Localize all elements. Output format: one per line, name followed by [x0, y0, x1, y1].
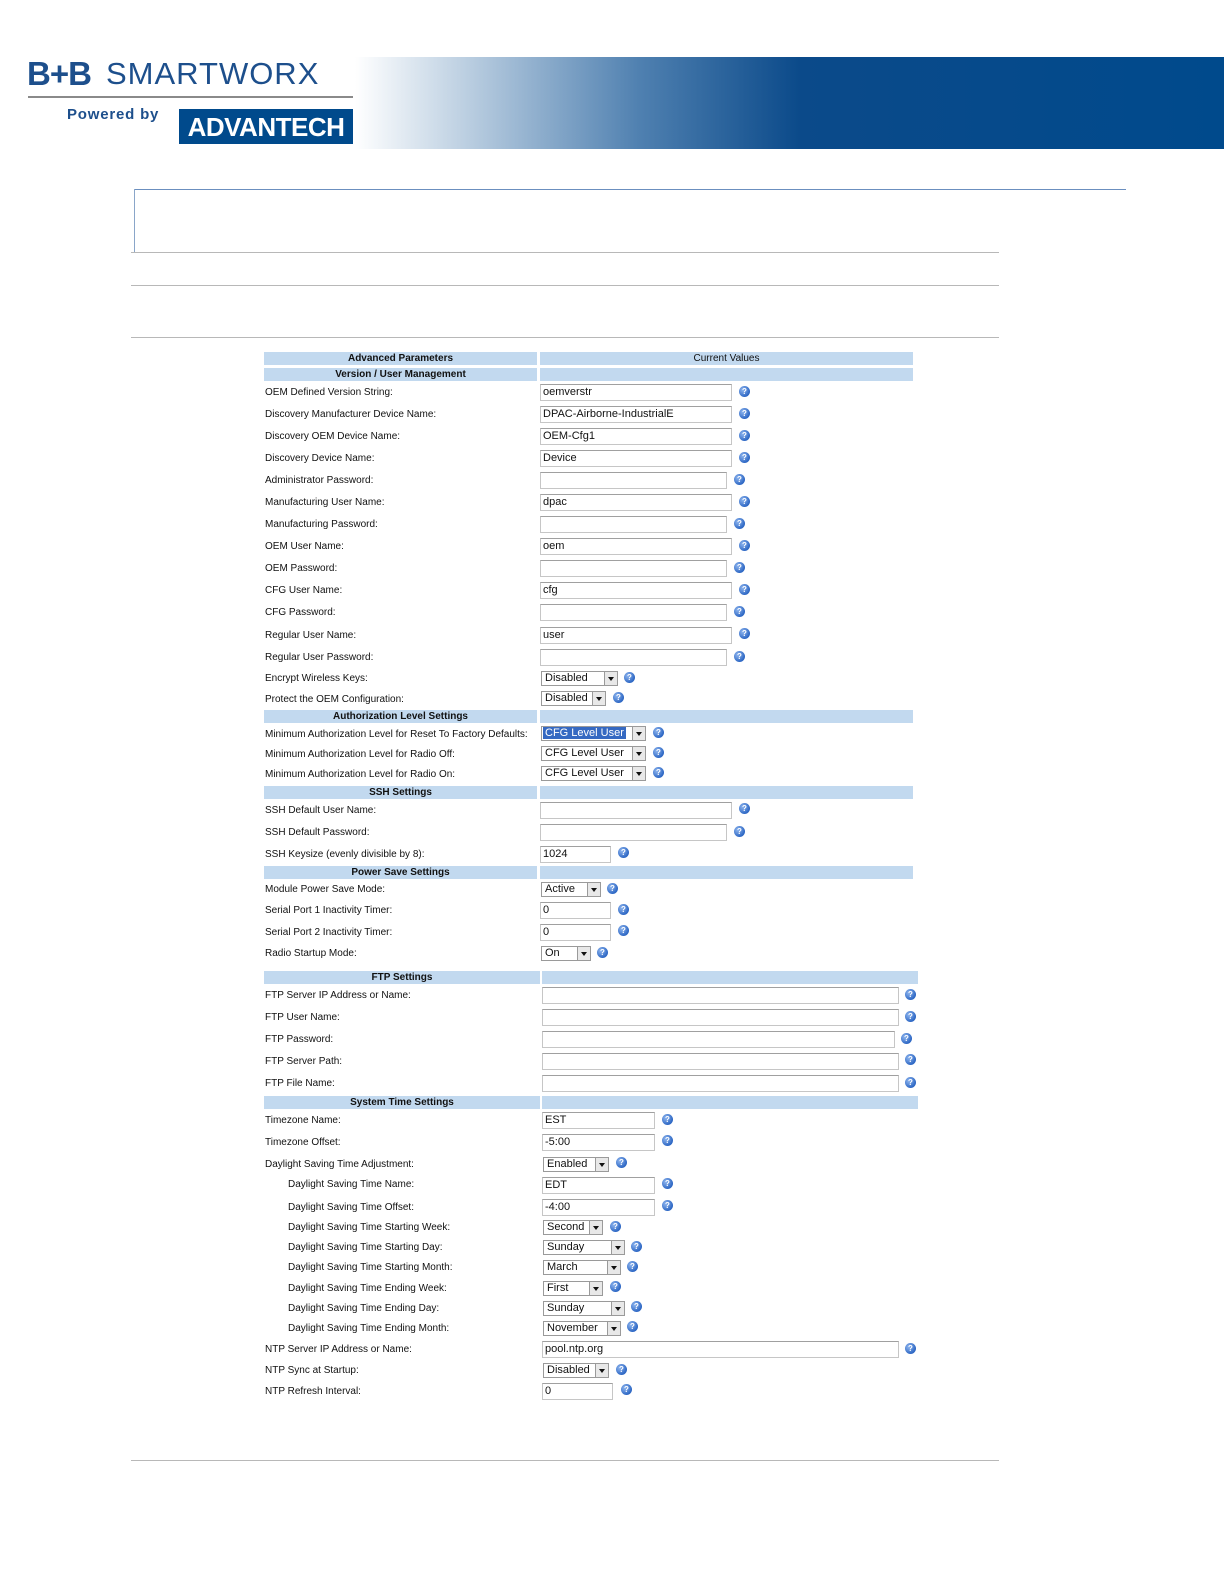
section-band-fill	[540, 710, 913, 723]
dst-start-week-select[interactable]	[543, 1220, 603, 1235]
help-icon[interactable]: ?	[739, 584, 750, 595]
radio-startup-select[interactable]	[541, 946, 591, 961]
help-icon[interactable]: ?	[905, 1054, 916, 1065]
dropdown-arrow-icon[interactable]	[577, 947, 590, 960]
help-icon[interactable]: ?	[618, 904, 629, 915]
help-icon[interactable]: ?	[739, 430, 750, 441]
label-power-mode: Module Power Save Mode:	[265, 884, 386, 895]
label-regular-user: Regular User Name:	[265, 630, 357, 641]
cfg-password-input[interactable]	[540, 604, 727, 621]
section-band-fill	[540, 786, 913, 799]
ftp-path-input[interactable]	[542, 1053, 899, 1070]
label-dst-start-month: Daylight Saving Time Starting Month:	[288, 1262, 453, 1273]
label-ftp-file: FTP File Name:	[265, 1078, 335, 1089]
select-value: Sunday	[547, 1302, 585, 1314]
select-value: Enabled	[547, 1158, 588, 1170]
label-dst-name: Daylight Saving Time Name:	[288, 1179, 415, 1190]
divider	[131, 285, 999, 286]
help-icon[interactable]: ?	[624, 672, 635, 683]
auth-radio-on-select[interactable]	[541, 766, 646, 781]
help-icon[interactable]: ?	[616, 1157, 627, 1168]
dst-start-month-select[interactable]	[543, 1260, 621, 1275]
dropdown-arrow-icon[interactable]	[595, 1364, 608, 1377]
help-icon[interactable]: ?	[662, 1135, 673, 1146]
label-serial1-timer: Serial Port 1 Inactivity Timer:	[265, 905, 393, 916]
select-value: Active	[545, 883, 575, 895]
help-icon[interactable]: ?	[662, 1200, 673, 1211]
label-cfg-user: CFG User Name:	[265, 585, 343, 596]
help-icon[interactable]: ?	[631, 1241, 642, 1252]
select-value: November	[547, 1322, 598, 1334]
select-value: Disabled	[545, 672, 588, 684]
select-value: March	[547, 1261, 578, 1273]
serial2-timer-input[interactable]: 0	[540, 924, 611, 941]
label-dst-adjustment: Daylight Saving Time Adjustment:	[265, 1159, 414, 1170]
ftp-password-input[interactable]	[542, 1031, 895, 1048]
label-mfg-user: Manufacturing User Name:	[265, 497, 385, 508]
cfg-user-input[interactable]: cfg	[540, 582, 732, 599]
powered-by-text: Powered by	[67, 106, 160, 123]
help-icon[interactable]: ?	[613, 692, 624, 703]
select-value: Second	[547, 1221, 585, 1233]
dst-adjustment-select[interactable]	[543, 1157, 609, 1172]
help-icon[interactable]: ?	[739, 540, 750, 551]
label-auth-reset: Minimum Authorization Level for Reset To Factory Defaults:	[265, 729, 528, 740]
dst-end-week-select[interactable]	[543, 1281, 603, 1296]
section-band-fill	[540, 368, 913, 381]
ftp-user-input[interactable]	[542, 1009, 899, 1026]
regular-password-input[interactable]	[540, 649, 727, 666]
label-timezone-name: Timezone Name:	[265, 1115, 341, 1126]
select-value: CFG Level User	[545, 727, 624, 739]
divider	[131, 252, 999, 253]
auth-reset-select[interactable]	[541, 726, 646, 741]
dropdown-arrow-icon[interactable]	[632, 767, 645, 780]
help-icon[interactable]: ?	[739, 386, 750, 397]
ssh-user-input[interactable]	[540, 802, 732, 819]
help-icon[interactable]: ?	[739, 628, 750, 639]
label-radio-startup: Radio Startup Mode:	[265, 948, 357, 959]
ftp-server-input[interactable]	[542, 987, 899, 1004]
discovery-oem-input[interactable]: OEM-Cfg1	[540, 428, 732, 445]
help-icon[interactable]: ?	[734, 518, 745, 529]
label-dst-start-day: Daylight Saving Time Starting Day:	[288, 1242, 443, 1253]
ftp-file-input[interactable]	[542, 1075, 899, 1092]
ssh-password-input[interactable]	[540, 824, 727, 841]
section-ftp: FTP Settings	[264, 971, 540, 984]
help-icon[interactable]: ?	[739, 803, 750, 814]
column-header-values: Current Values	[540, 352, 913, 365]
select-value: CFG Level User	[545, 767, 624, 779]
label-oem-password: OEM Password:	[265, 563, 338, 574]
label-ntp-refresh: NTP Refresh Interval:	[265, 1386, 361, 1397]
help-icon[interactable]: ?	[616, 1364, 627, 1375]
label-discovery-manufacturer: Discovery Manufacturer Device Name:	[265, 409, 437, 420]
dropdown-arrow-icon[interactable]	[604, 672, 617, 685]
oem-user-input[interactable]: oem	[540, 538, 732, 555]
encrypt-keys-select[interactable]	[541, 671, 618, 686]
page-frame-left	[134, 189, 135, 252]
help-icon[interactable]: ?	[627, 1261, 638, 1272]
label-regular-password: Regular User Password:	[265, 652, 374, 663]
select-value: Disabled	[545, 692, 588, 704]
help-icon[interactable]: ?	[610, 1221, 621, 1232]
dst-name-input[interactable]: EDT	[542, 1177, 655, 1194]
dropdown-arrow-icon[interactable]	[587, 883, 600, 896]
label-dst-end-day: Daylight Saving Time Ending Day:	[288, 1303, 440, 1314]
brand-logo-smartworx: SMARTWORX	[106, 56, 320, 91]
select-value: CFG Level User	[545, 747, 624, 759]
help-icon[interactable]: ?	[597, 947, 608, 958]
advantech-logo: ADVANTECH	[179, 109, 353, 144]
label-oem-version: OEM Defined Version String:	[265, 387, 393, 398]
help-icon[interactable]: ?	[734, 474, 745, 485]
label-ftp-path: FTP Server Path:	[265, 1056, 343, 1067]
help-icon[interactable]: ?	[734, 651, 745, 662]
timezone-offset-input[interactable]: -5:00	[542, 1134, 655, 1151]
label-cfg-password: CFG Password:	[265, 607, 336, 618]
ntp-sync-select[interactable]	[543, 1363, 609, 1378]
regular-user-input[interactable]: user	[540, 627, 732, 644]
label-auth-radio-off: Minimum Authorization Level for Radio Off:	[265, 749, 455, 760]
select-value: On	[545, 947, 560, 959]
power-mode-select[interactable]	[541, 882, 601, 897]
help-icon[interactable]: ?	[662, 1114, 673, 1125]
ntp-server-input[interactable]: pool.ntp.org	[542, 1341, 899, 1358]
label-protect-oem: Protect the OEM Configuration:	[265, 694, 404, 705]
section-authorization: Authorization Level Settings	[264, 710, 537, 723]
help-icon[interactable]: ?	[734, 606, 745, 617]
dst-start-day-select[interactable]	[543, 1240, 625, 1255]
help-icon[interactable]: ?	[618, 925, 629, 936]
help-icon[interactable]: ?	[739, 452, 750, 463]
label-discovery-oem: Discovery OEM Device Name:	[265, 431, 401, 442]
section-band-fill	[542, 971, 918, 984]
section-version-user: Version / User Management	[264, 368, 537, 381]
serial1-timer-input[interactable]: 0	[540, 902, 611, 919]
help-icon[interactable]: ?	[905, 989, 916, 1000]
dropdown-arrow-icon[interactable]	[607, 1261, 620, 1274]
ntp-refresh-input[interactable]: 0	[542, 1383, 613, 1400]
divider	[131, 337, 999, 338]
mfg-password-input[interactable]	[540, 516, 727, 533]
label-dst-end-month: Daylight Saving Time Ending Month:	[288, 1323, 450, 1334]
dropdown-arrow-icon[interactable]	[589, 1221, 602, 1234]
label-dst-offset: Daylight Saving Time Offset:	[288, 1202, 414, 1213]
label-oem-user: OEM User Name:	[265, 541, 344, 552]
help-icon[interactable]: ?	[653, 747, 664, 758]
label-auth-radio-on: Minimum Authorization Level for Radio On:	[265, 769, 456, 780]
dropdown-arrow-icon[interactable]	[589, 1282, 602, 1295]
help-icon[interactable]: ?	[905, 1011, 916, 1022]
auth-radio-off-select[interactable]	[541, 746, 646, 761]
dst-end-month-select[interactable]	[543, 1321, 621, 1336]
section-band-fill	[542, 1096, 918, 1109]
dropdown-arrow-icon[interactable]	[592, 692, 605, 705]
dropdown-arrow-icon[interactable]	[632, 747, 645, 760]
help-icon[interactable]: ?	[739, 496, 750, 507]
dropdown-arrow-icon[interactable]	[595, 1158, 608, 1171]
mfg-user-input[interactable]: dpac	[540, 494, 732, 511]
discovery-manufacturer-input[interactable]: DPAC-Airborne-IndustrialE	[540, 406, 732, 423]
admin-password-input[interactable]	[540, 472, 727, 489]
brand-logo-bb: B+B	[27, 55, 91, 92]
select-value: Sunday	[547, 1241, 585, 1253]
help-icon[interactable]: ?	[734, 826, 745, 837]
label-ssh-password: SSH Default Password:	[265, 827, 370, 838]
label-ftp-user: FTP User Name:	[265, 1012, 340, 1023]
help-icon[interactable]: ?	[621, 1384, 632, 1395]
select-value: First	[547, 1282, 569, 1294]
help-icon[interactable]: ?	[627, 1321, 638, 1332]
label-encrypt-keys: Encrypt Wireless Keys:	[265, 673, 368, 684]
label-ftp-server: FTP Server IP Address or Name:	[265, 990, 411, 1001]
footer-divider	[131, 1460, 999, 1461]
label-mfg-password: Manufacturing Password:	[265, 519, 378, 530]
section-band-fill	[540, 866, 913, 879]
page-frame-top	[134, 189, 1126, 190]
discovery-device-input[interactable]: Device	[540, 450, 732, 467]
label-admin-password: Administrator Password:	[265, 475, 374, 486]
help-icon[interactable]: ?	[610, 1281, 621, 1292]
help-icon[interactable]: ?	[662, 1178, 673, 1189]
help-icon[interactable]: ?	[739, 408, 750, 419]
section-power-save: Power Save Settings	[264, 866, 537, 879]
label-timezone-offset: Timezone Offset:	[265, 1137, 341, 1148]
dst-offset-input[interactable]: -4:00	[542, 1199, 655, 1216]
section-system-time: System Time Settings	[264, 1096, 540, 1109]
help-icon[interactable]: ?	[905, 1343, 916, 1354]
section-ssh: SSH Settings	[264, 786, 537, 799]
oem-password-input[interactable]	[540, 560, 727, 577]
help-icon[interactable]: ?	[631, 1301, 642, 1312]
oem-version-input[interactable]: oemverstr	[540, 384, 732, 401]
label-discovery-device: Discovery Device Name:	[265, 453, 375, 464]
dropdown-arrow-icon[interactable]	[607, 1322, 620, 1335]
label-dst-start-week: Daylight Saving Time Starting Week:	[288, 1222, 451, 1233]
dropdown-arrow-icon[interactable]	[611, 1302, 624, 1315]
protect-oem-select[interactable]	[541, 691, 606, 706]
column-header-params: Advanced Parameters	[264, 352, 537, 365]
label-dst-end-week: Daylight Saving Time Ending Week:	[288, 1283, 447, 1294]
help-icon[interactable]: ?	[618, 847, 629, 858]
dropdown-arrow-icon[interactable]	[611, 1241, 624, 1254]
dst-end-day-select[interactable]	[543, 1301, 625, 1316]
dropdown-arrow-icon[interactable]	[632, 727, 645, 740]
logo-divider	[28, 96, 353, 98]
select-value: Disabled	[547, 1364, 590, 1376]
help-icon[interactable]: ?	[607, 883, 618, 894]
help-icon[interactable]: ?	[653, 727, 664, 738]
label-ftp-password: FTP Password:	[265, 1034, 334, 1045]
label-ntp-sync: NTP Sync at Startup:	[265, 1365, 359, 1376]
help-icon[interactable]: ?	[653, 767, 664, 778]
timezone-name-input[interactable]: EST	[542, 1112, 655, 1129]
label-serial2-timer: Serial Port 2 Inactivity Timer:	[265, 927, 393, 938]
help-icon[interactable]: ?	[905, 1077, 916, 1088]
label-ntp-server: NTP Server IP Address or Name:	[265, 1344, 412, 1355]
help-icon[interactable]: ?	[901, 1033, 912, 1044]
label-ssh-keysize: SSH Keysize (evenly divisible by 8):	[265, 849, 425, 860]
help-icon[interactable]: ?	[734, 562, 745, 573]
ssh-keysize-input[interactable]: 1024	[540, 846, 611, 863]
label-ssh-user: SSH Default User Name:	[265, 805, 377, 816]
